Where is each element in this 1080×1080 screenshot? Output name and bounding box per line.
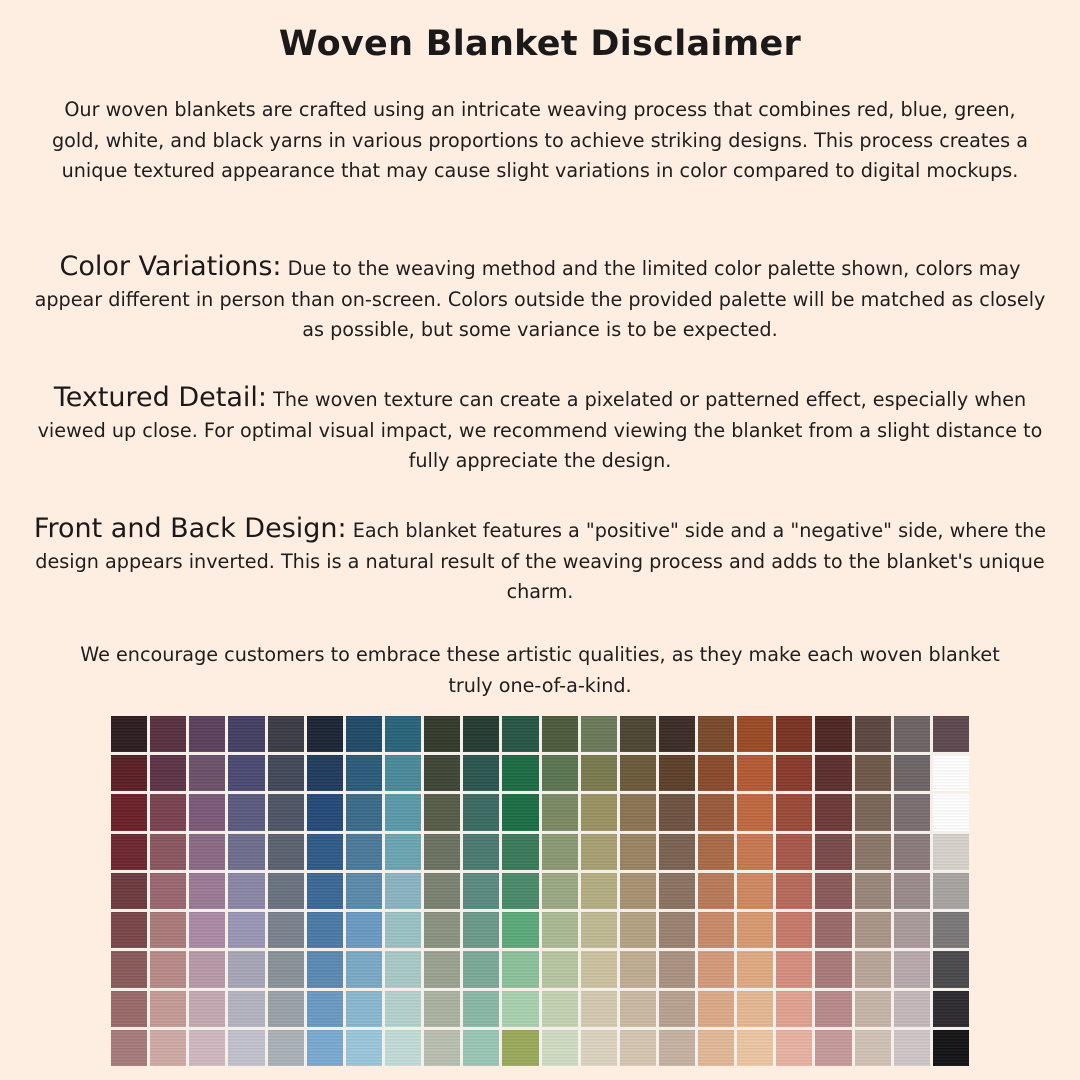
color-swatch bbox=[933, 794, 969, 830]
color-swatch bbox=[346, 912, 382, 948]
color-swatch bbox=[698, 834, 734, 870]
color-swatch bbox=[502, 912, 538, 948]
color-swatch bbox=[189, 873, 225, 909]
color-swatch bbox=[424, 873, 460, 909]
color-swatch bbox=[659, 873, 695, 909]
color-swatch bbox=[894, 834, 930, 870]
color-swatch bbox=[815, 834, 851, 870]
color-swatch bbox=[502, 794, 538, 830]
color-swatch bbox=[581, 951, 617, 987]
color-swatch bbox=[659, 716, 695, 752]
color-swatch bbox=[424, 794, 460, 830]
color-swatch bbox=[542, 873, 578, 909]
color-swatch bbox=[385, 716, 421, 752]
color-swatch bbox=[111, 951, 147, 987]
color-swatch bbox=[933, 991, 969, 1027]
color-swatch bbox=[815, 873, 851, 909]
color-swatch bbox=[542, 755, 578, 791]
color-swatch bbox=[307, 991, 343, 1027]
color-swatch bbox=[855, 912, 891, 948]
color-swatch bbox=[620, 716, 656, 752]
color-swatch bbox=[581, 716, 617, 752]
color-swatch bbox=[620, 1030, 656, 1066]
color-swatch bbox=[189, 1030, 225, 1066]
color-swatch bbox=[307, 794, 343, 830]
color-swatch bbox=[346, 991, 382, 1027]
color-swatch bbox=[424, 755, 460, 791]
color-variations-section bbox=[34, 252, 1046, 346]
page-title: Woven Blanket Disclaimer bbox=[278, 24, 802, 64]
color-swatch bbox=[228, 755, 264, 791]
color-swatch bbox=[228, 834, 264, 870]
color-swatch bbox=[111, 1030, 147, 1066]
yarn-color-swatch-grid bbox=[111, 716, 969, 1066]
color-swatch bbox=[463, 755, 499, 791]
color-swatch bbox=[189, 755, 225, 791]
color-swatch bbox=[542, 951, 578, 987]
color-swatch bbox=[581, 912, 617, 948]
color-swatch bbox=[659, 834, 695, 870]
color-swatch bbox=[894, 794, 930, 830]
color-swatch bbox=[424, 912, 460, 948]
color-swatch bbox=[307, 755, 343, 791]
color-swatch bbox=[268, 951, 304, 987]
color-swatch bbox=[346, 951, 382, 987]
color-swatch bbox=[502, 991, 538, 1027]
color-swatch bbox=[542, 716, 578, 752]
color-swatch bbox=[268, 991, 304, 1027]
color-swatch bbox=[150, 951, 186, 987]
color-swatch bbox=[933, 951, 969, 987]
color-swatch bbox=[189, 912, 225, 948]
color-swatch bbox=[815, 716, 851, 752]
color-swatch bbox=[307, 912, 343, 948]
color-swatch bbox=[463, 951, 499, 987]
color-swatch bbox=[111, 873, 147, 909]
color-swatch bbox=[776, 794, 812, 830]
color-swatch bbox=[189, 834, 225, 870]
color-swatch bbox=[385, 755, 421, 791]
color-swatch bbox=[894, 755, 930, 791]
color-swatch bbox=[346, 794, 382, 830]
color-swatch bbox=[502, 716, 538, 752]
color-swatch bbox=[385, 951, 421, 987]
color-swatch bbox=[894, 873, 930, 909]
color-swatch bbox=[346, 716, 382, 752]
intro-paragraph: Our woven blankets are crafted using an intricate weaving process that combines red, blue, green, gold, white, and black yarns in various proportions to achieve striking designs. This process creates a unique textured appearance that may cause slight variations in color compared to digital mockups. bbox=[51, 98, 1029, 182]
color-variations-body: Due to the weaving method and the limited color palette shown, colors may appear different in person than on-screen. Colors outside the provided palette will be matched as closely as possible, but some variance is to be expected. bbox=[34, 257, 1046, 341]
front-back-design-section bbox=[30, 514, 1050, 608]
color-swatch bbox=[346, 1030, 382, 1066]
color-swatch bbox=[894, 716, 930, 752]
color-swatch bbox=[111, 912, 147, 948]
color-swatch bbox=[855, 873, 891, 909]
color-swatch bbox=[542, 794, 578, 830]
color-swatch bbox=[620, 834, 656, 870]
color-swatch bbox=[776, 716, 812, 752]
color-swatch bbox=[933, 912, 969, 948]
color-swatch bbox=[111, 716, 147, 752]
color-swatch bbox=[620, 991, 656, 1027]
color-swatch bbox=[776, 873, 812, 909]
color-swatch bbox=[620, 951, 656, 987]
color-swatch bbox=[424, 716, 460, 752]
color-swatch bbox=[894, 991, 930, 1027]
color-swatch bbox=[307, 716, 343, 752]
color-swatch bbox=[855, 755, 891, 791]
color-swatch bbox=[620, 794, 656, 830]
color-swatch bbox=[346, 834, 382, 870]
color-swatch bbox=[463, 991, 499, 1027]
color-swatch bbox=[815, 951, 851, 987]
color-swatch bbox=[776, 755, 812, 791]
color-swatch bbox=[542, 912, 578, 948]
color-swatch bbox=[268, 755, 304, 791]
color-swatch bbox=[268, 1030, 304, 1066]
textured-detail-heading: Textured Detail: bbox=[53, 382, 268, 413]
color-swatch bbox=[698, 912, 734, 948]
color-swatch bbox=[346, 873, 382, 909]
color-swatch bbox=[150, 912, 186, 948]
color-swatch bbox=[776, 1030, 812, 1066]
color-swatch bbox=[933, 873, 969, 909]
color-swatch bbox=[463, 794, 499, 830]
color-swatch bbox=[698, 1030, 734, 1066]
color-swatch bbox=[581, 873, 617, 909]
color-swatch bbox=[268, 873, 304, 909]
color-swatch bbox=[268, 794, 304, 830]
color-swatch bbox=[815, 991, 851, 1027]
color-swatch bbox=[815, 755, 851, 791]
color-swatch bbox=[502, 834, 538, 870]
color-swatch bbox=[307, 1030, 343, 1066]
color-swatch bbox=[659, 794, 695, 830]
color-swatch bbox=[268, 912, 304, 948]
color-swatch bbox=[502, 873, 538, 909]
color-swatch bbox=[698, 991, 734, 1027]
closing-paragraph: We encourage customers to embrace these artistic qualities, as they make each woven blanket truly one-of-a-kind. bbox=[80, 643, 1000, 697]
color-swatch bbox=[620, 912, 656, 948]
color-swatch bbox=[307, 873, 343, 909]
color-swatch bbox=[855, 794, 891, 830]
color-swatch bbox=[502, 951, 538, 987]
color-swatch bbox=[855, 951, 891, 987]
color-swatch bbox=[855, 1030, 891, 1066]
color-swatch bbox=[933, 834, 969, 870]
color-swatch bbox=[815, 912, 851, 948]
color-swatch bbox=[737, 794, 773, 830]
color-swatch bbox=[189, 991, 225, 1027]
color-swatch bbox=[228, 951, 264, 987]
color-swatch bbox=[737, 991, 773, 1027]
color-swatch bbox=[307, 834, 343, 870]
color-swatch bbox=[737, 1030, 773, 1066]
color-swatch bbox=[776, 834, 812, 870]
color-swatch bbox=[776, 912, 812, 948]
color-swatch bbox=[502, 1030, 538, 1066]
color-swatch bbox=[502, 755, 538, 791]
color-swatch bbox=[815, 1030, 851, 1066]
color-variations-heading: Color Variations: bbox=[59, 251, 282, 282]
color-swatch bbox=[855, 716, 891, 752]
color-swatch bbox=[659, 912, 695, 948]
color-swatch bbox=[228, 1030, 264, 1066]
color-swatch bbox=[581, 1030, 617, 1066]
color-swatch bbox=[111, 794, 147, 830]
color-swatch bbox=[189, 951, 225, 987]
color-swatch bbox=[894, 1030, 930, 1066]
color-swatch bbox=[463, 1030, 499, 1066]
color-swatch bbox=[424, 834, 460, 870]
color-swatch bbox=[581, 794, 617, 830]
color-swatch bbox=[228, 991, 264, 1027]
color-swatch bbox=[385, 794, 421, 830]
color-swatch bbox=[150, 755, 186, 791]
color-swatch bbox=[150, 834, 186, 870]
color-swatch bbox=[228, 716, 264, 752]
color-swatch bbox=[463, 912, 499, 948]
color-swatch bbox=[659, 991, 695, 1027]
color-swatch bbox=[737, 873, 773, 909]
front-back-design-heading: Front and Back Design: bbox=[33, 513, 347, 544]
color-swatch bbox=[463, 716, 499, 752]
color-swatch bbox=[150, 873, 186, 909]
color-swatch bbox=[385, 834, 421, 870]
color-swatch bbox=[385, 873, 421, 909]
color-swatch bbox=[463, 873, 499, 909]
color-swatch bbox=[659, 951, 695, 987]
color-swatch bbox=[737, 716, 773, 752]
color-swatch bbox=[698, 873, 734, 909]
color-swatch bbox=[228, 912, 264, 948]
color-swatch bbox=[620, 755, 656, 791]
color-swatch bbox=[815, 794, 851, 830]
color-swatch bbox=[111, 755, 147, 791]
color-swatch bbox=[424, 951, 460, 987]
color-swatch bbox=[659, 1030, 695, 1066]
color-swatch bbox=[776, 951, 812, 987]
color-swatch bbox=[737, 912, 773, 948]
color-swatch bbox=[659, 755, 695, 791]
color-swatch bbox=[933, 1030, 969, 1066]
color-swatch bbox=[581, 755, 617, 791]
color-swatch bbox=[542, 834, 578, 870]
color-swatch bbox=[150, 1030, 186, 1066]
color-swatch bbox=[346, 755, 382, 791]
color-swatch bbox=[542, 1030, 578, 1066]
color-swatch bbox=[737, 755, 773, 791]
front-back-design-body: Each blanket features a "positive" side and a "negative" side, where the design appears inverted. This is a natural result of the weaving process and adds to the blanket's unique charm. bbox=[35, 519, 1047, 603]
color-swatch bbox=[737, 834, 773, 870]
color-swatch bbox=[268, 834, 304, 870]
color-swatch bbox=[894, 912, 930, 948]
color-swatch bbox=[189, 716, 225, 752]
color-swatch bbox=[620, 873, 656, 909]
color-swatch bbox=[776, 991, 812, 1027]
color-swatch bbox=[111, 834, 147, 870]
color-swatch bbox=[855, 834, 891, 870]
color-swatch bbox=[424, 1030, 460, 1066]
color-swatch bbox=[581, 834, 617, 870]
color-swatch bbox=[698, 951, 734, 987]
color-swatch bbox=[228, 794, 264, 830]
color-swatch bbox=[933, 716, 969, 752]
color-swatch bbox=[307, 951, 343, 987]
color-swatch bbox=[463, 834, 499, 870]
color-swatch bbox=[855, 991, 891, 1027]
color-swatch bbox=[385, 1030, 421, 1066]
color-swatch bbox=[189, 794, 225, 830]
color-swatch bbox=[150, 794, 186, 830]
color-swatch bbox=[698, 716, 734, 752]
textured-detail-body: The woven texture can create a pixelated or patterned effect, especially when viewed up close. For optimal visual impact, we recommend viewing the blanket from a slight distance to fully appreciate the design. bbox=[37, 388, 1043, 472]
color-swatch bbox=[228, 873, 264, 909]
color-swatch bbox=[424, 991, 460, 1027]
color-swatch bbox=[933, 755, 969, 791]
color-swatch bbox=[698, 794, 734, 830]
color-swatch bbox=[150, 991, 186, 1027]
color-swatch bbox=[268, 716, 304, 752]
color-swatch bbox=[150, 716, 186, 752]
color-swatch bbox=[581, 991, 617, 1027]
color-swatch bbox=[111, 991, 147, 1027]
color-swatch bbox=[698, 755, 734, 791]
color-swatch bbox=[542, 991, 578, 1027]
textured-detail-section bbox=[34, 383, 1046, 477]
color-swatch bbox=[894, 951, 930, 987]
color-swatch bbox=[737, 951, 773, 987]
color-swatch bbox=[385, 912, 421, 948]
color-swatch bbox=[385, 991, 421, 1027]
